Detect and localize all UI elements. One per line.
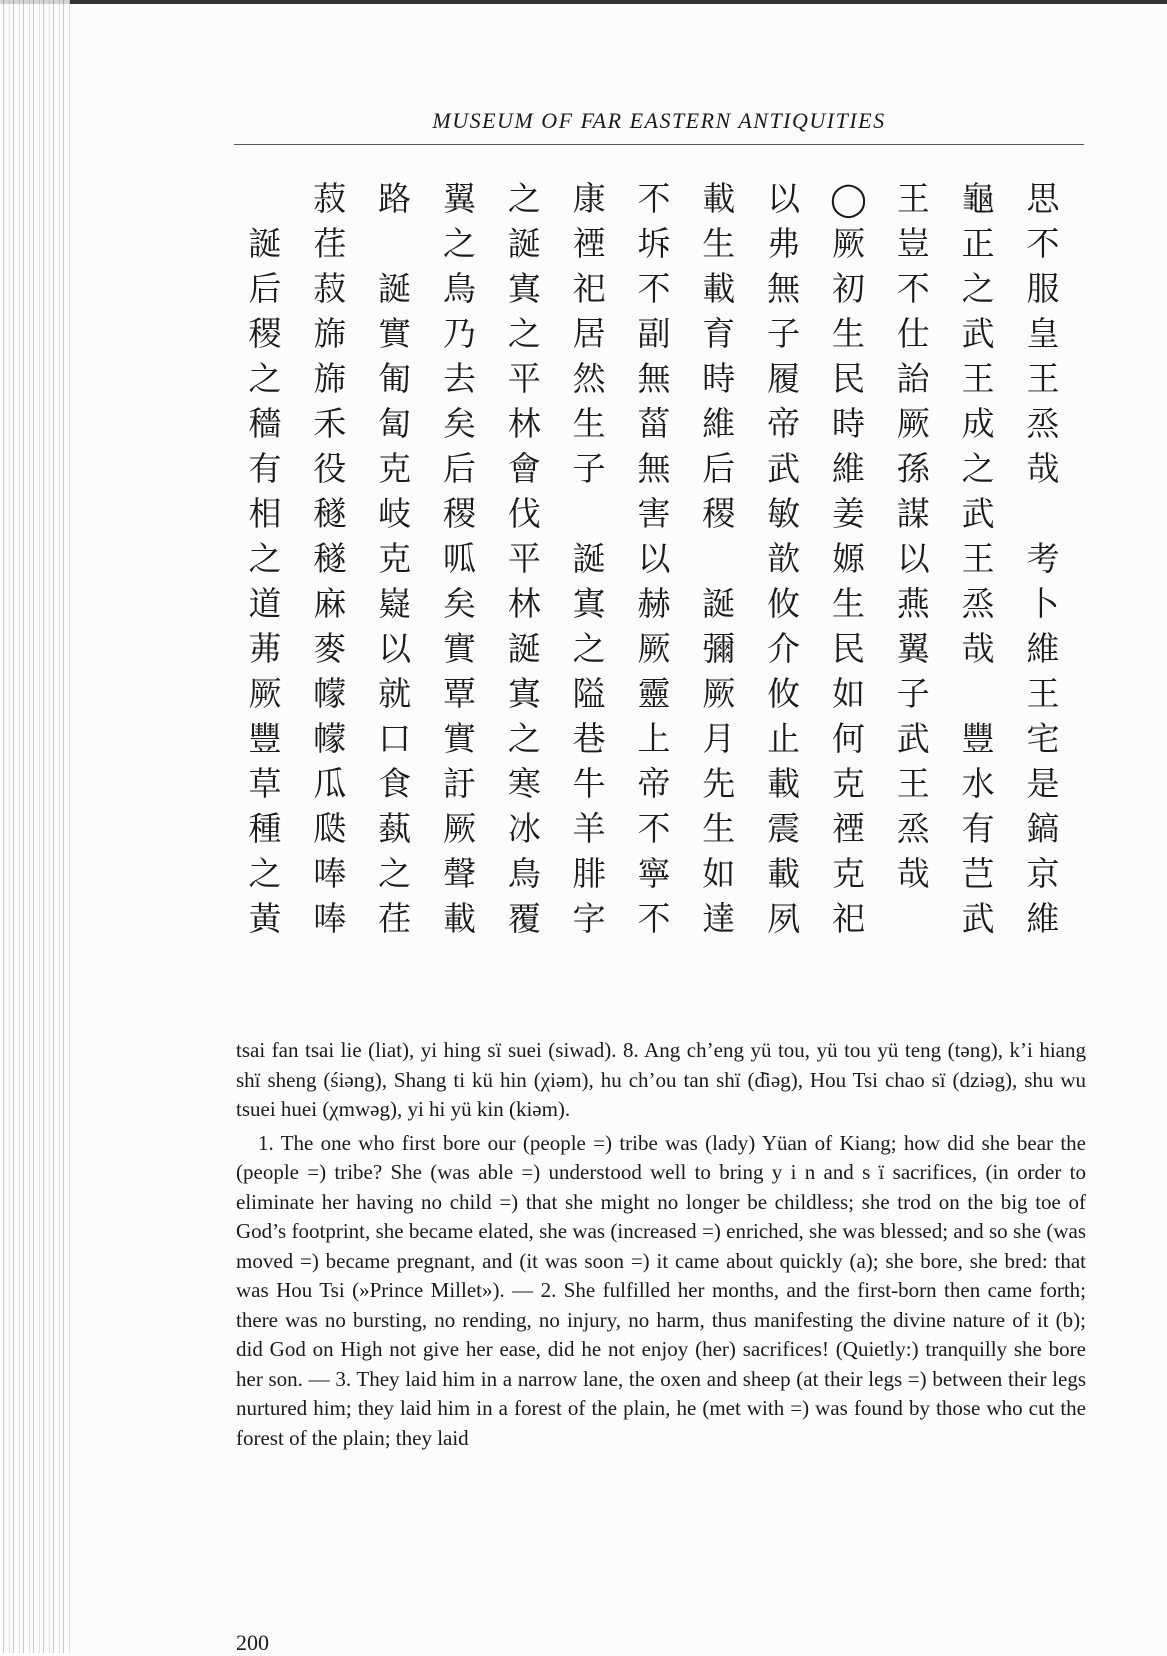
cjk-character: 厥 <box>637 629 671 668</box>
cjk-character: 無 <box>637 449 671 488</box>
cjk-character: 覆 <box>507 899 541 938</box>
cjk-character: 麥 <box>313 629 347 668</box>
cjk-character: 上 <box>637 719 671 758</box>
cjk-character: 如 <box>831 674 865 713</box>
cjk-character: 時 <box>831 404 865 443</box>
cjk-column <box>819 176 877 976</box>
cjk-character: 維 <box>1026 899 1060 938</box>
cjk-character: 烝 <box>1026 404 1060 443</box>
cjk-character: 成 <box>961 404 995 443</box>
cjk-character: 芑 <box>961 854 995 893</box>
cjk-character: 生 <box>831 314 865 353</box>
cjk-character: 不 <box>1026 224 1060 263</box>
cjk-character: 林 <box>507 404 541 443</box>
cjk-character: 之 <box>507 719 541 758</box>
cjk-character: 嶷 <box>378 584 412 623</box>
cjk-column <box>495 176 553 976</box>
cjk-character: 履 <box>767 359 801 398</box>
cjk-character: 子 <box>896 674 930 713</box>
cjk-character: 居 <box>572 314 606 353</box>
cjk-character: 克 <box>831 854 865 893</box>
cjk-character: 攸 <box>767 674 801 713</box>
cjk-character: 姜 <box>831 494 865 533</box>
cjk-character: 帝 <box>637 764 671 803</box>
cjk-character: 水 <box>961 764 995 803</box>
cjk-character: 誕 <box>507 629 541 668</box>
cjk-column <box>625 176 683 976</box>
cjk-character: 王 <box>961 539 995 578</box>
cjk-column <box>236 176 294 976</box>
cjk-character: 烝 <box>961 584 995 623</box>
cjk-character: 穟 <box>313 539 347 578</box>
cjk-character: 達 <box>702 899 736 938</box>
cjk-column <box>366 176 424 976</box>
cjk-character: ◯ <box>829 179 867 218</box>
cjk-character: 靈 <box>637 674 671 713</box>
cjk-character: 稷 <box>248 314 282 353</box>
cjk-character: 王 <box>1026 674 1060 713</box>
cjk-character: 詒 <box>896 359 930 398</box>
cjk-character: 敏 <box>767 494 801 533</box>
cjk-character: 寘 <box>507 269 541 308</box>
cjk-character: 黃 <box>248 899 282 938</box>
cjk-character: 龜 <box>961 179 995 218</box>
cjk-character: 寧 <box>637 854 671 893</box>
cjk-character: 介 <box>767 629 801 668</box>
cjk-character: 時 <box>702 359 736 398</box>
cjk-character: 生 <box>572 404 606 443</box>
cjk-character: 不 <box>637 179 671 218</box>
translation-paragraph: 1. The one who first bore our (people =) tribe was (lady) Yüan of Kiang; how did she bear the (people =) tribe? She (was able =) understood well to bring y i n and s ï sacrifices, (in order to eliminate her having no child =) that she might no longer be childless; she trod on the big toe of God’s footprint, she became elated, she was (increased =) enriched, she was blessed; and so she (was moved =) became pregnant, and (it was soon =) it came about quickly (a); she bore, she bred: that was Hou Tsi (»Prince Millet»). — 2. She fulfilled her months, and the first-born then came forth; there was no bursting, no rending, no injury, no harm, thus manifesting the divine nature of it (b); did God on High not give her ease, did he not enjoy (her) sacrifices! (Quietly:) tranquilly she bore her son. — 3. They laid him in a narrow lane, the oxen and sheep (at their legs =) between their legs nurtured him; they laid him in a forest of the plain, he (met with =) was found by those who cut the forest of the plain; they laid <box>236 1130 1086 1450</box>
cjk-character: 巷 <box>572 719 606 758</box>
cjk-column <box>949 176 1007 976</box>
cjk-character: 后 <box>702 449 736 488</box>
cjk-character: 以 <box>767 179 801 218</box>
cjk-character: 唪 <box>313 899 347 938</box>
cjk-character: 會 <box>507 449 541 488</box>
cjk-character: 然 <box>572 359 606 398</box>
cjk-character: 生 <box>831 584 865 623</box>
cjk-character: 旆 <box>313 314 347 353</box>
cjk-character: 卜 <box>1026 584 1060 623</box>
cjk-character: 載 <box>702 269 736 308</box>
cjk-character: 是 <box>1026 764 1060 803</box>
cjk-character: 瓞 <box>313 809 347 848</box>
cjk-character: 載 <box>442 899 476 938</box>
cjk-character: 不 <box>896 269 930 308</box>
cjk-character: 子 <box>572 449 606 488</box>
cjk-character: 訏 <box>442 764 476 803</box>
cjk-character: 無 <box>637 359 671 398</box>
cjk-character: 京 <box>1026 854 1060 893</box>
cjk-character: 匐 <box>378 404 412 443</box>
chinese-text-block <box>236 176 1072 976</box>
cjk-character: 副 <box>637 314 671 353</box>
cjk-column <box>560 176 618 976</box>
cjk-character: 稷 <box>702 494 736 533</box>
cjk-character: 菽 <box>313 179 347 218</box>
cjk-character: 王 <box>896 764 930 803</box>
cjk-character: 止 <box>767 719 801 758</box>
cjk-character: 冰 <box>507 809 541 848</box>
cjk-character: 燕 <box>896 584 930 623</box>
cjk-character: 誕 <box>378 269 412 308</box>
page-number: 200 <box>236 1630 269 1655</box>
cjk-character: 乃 <box>442 314 476 353</box>
cjk-character: 無 <box>767 269 801 308</box>
cjk-character: 隘 <box>572 674 606 713</box>
cjk-character: 豈 <box>896 224 930 263</box>
cjk-column <box>755 176 813 976</box>
cjk-character: 武 <box>961 314 995 353</box>
cjk-character: 之 <box>378 854 412 893</box>
cjk-character: 之 <box>248 854 282 893</box>
cjk-character: 民 <box>831 629 865 668</box>
cjk-character: 克 <box>378 539 412 578</box>
cjk-character: 穟 <box>313 494 347 533</box>
cjk-character: 烝 <box>896 809 930 848</box>
cjk-column <box>690 176 748 976</box>
cjk-character: 食 <box>378 764 412 803</box>
cjk-character: 載 <box>702 179 736 218</box>
cjk-character: 幪 <box>313 719 347 758</box>
cjk-character: 誕 <box>572 539 606 578</box>
cjk-character: 之 <box>248 359 282 398</box>
cjk-character: 之 <box>442 224 476 263</box>
cjk-character: 去 <box>442 359 476 398</box>
cjk-character: 武 <box>961 899 995 938</box>
cjk-character: 唪 <box>313 854 347 893</box>
cjk-character: 以 <box>378 629 412 668</box>
cjk-character: 實 <box>378 314 412 353</box>
cjk-character: 豐 <box>961 719 995 758</box>
cjk-character: 厥 <box>702 674 736 713</box>
cjk-character: 以 <box>896 539 930 578</box>
cjk-character: 武 <box>767 449 801 488</box>
cjk-character: 維 <box>831 449 865 488</box>
cjk-character: 翼 <box>442 179 476 218</box>
cjk-character: 鳥 <box>507 854 541 893</box>
cjk-character: 哉 <box>896 854 930 893</box>
cjk-character: 王 <box>896 179 930 218</box>
cjk-character: 維 <box>702 404 736 443</box>
cjk-character: 荏 <box>378 899 412 938</box>
cjk-character: 茀 <box>248 629 282 668</box>
cjk-character: 蓺 <box>378 809 412 848</box>
cjk-character: 麻 <box>313 584 347 623</box>
cjk-column <box>884 176 942 976</box>
cjk-character: 之 <box>507 314 541 353</box>
cjk-character: 厥 <box>248 674 282 713</box>
cjk-character: 路 <box>378 179 412 218</box>
cjk-character: 羊 <box>572 809 606 848</box>
cjk-character: 不 <box>637 809 671 848</box>
cjk-character: 害 <box>637 494 671 533</box>
cjk-character: 禋 <box>831 809 865 848</box>
cjk-character: 種 <box>248 809 282 848</box>
cjk-character: 克 <box>378 449 412 488</box>
transliteration-paragraph: tsai fan tsai lie (liat), yi hing sï suei (siwad). 8. Ang ch’eng yü tou, yü tou yü teng (təng), k’i hiang shï sheng (śiəng), Shang ti kü hin (χiəm), hu ch’ou tan shï (d̑iəg), Hou Tsi chao sï (dziəg), shu wu tsuei huei (χmwəg), yi hi yü kin (kiəm). <box>236 1038 1086 1121</box>
cjk-character: 何 <box>831 719 865 758</box>
cjk-character: 武 <box>961 494 995 533</box>
book-spine-shadow <box>0 0 70 1653</box>
cjk-character: 皇 <box>1026 314 1060 353</box>
cjk-character: 載 <box>767 854 801 893</box>
cjk-character: 荏 <box>313 224 347 263</box>
cjk-character: 寘 <box>507 674 541 713</box>
running-header: MUSEUM OF FAR EASTERN ANTIQUITIES <box>432 108 886 133</box>
cjk-character: 坼 <box>637 224 671 263</box>
cjk-character: 牛 <box>572 764 606 803</box>
cjk-character: 不 <box>637 899 671 938</box>
cjk-character: 口 <box>378 719 412 758</box>
cjk-character: 康 <box>572 179 606 218</box>
body-text <box>236 1036 1086 1453</box>
cjk-character: 呱 <box>442 539 476 578</box>
cjk-character: 翼 <box>896 629 930 668</box>
cjk-character: 豐 <box>248 719 282 758</box>
cjk-character: 稷 <box>442 494 476 533</box>
cjk-character: 之 <box>507 179 541 218</box>
cjk-character: 誕 <box>507 224 541 263</box>
header-rule <box>234 144 1084 145</box>
cjk-character: 先 <box>702 764 736 803</box>
cjk-character: 謀 <box>896 494 930 533</box>
cjk-character: 旆 <box>313 359 347 398</box>
cjk-character: 之 <box>961 269 995 308</box>
cjk-character: 子 <box>767 314 801 353</box>
cjk-character: 鎬 <box>1026 809 1060 848</box>
cjk-character: 生 <box>702 809 736 848</box>
cjk-character: 寒 <box>507 764 541 803</box>
cjk-character: 腓 <box>572 854 606 893</box>
cjk-character: 相 <box>248 494 282 533</box>
cjk-column <box>301 176 359 976</box>
cjk-character: 育 <box>702 314 736 353</box>
cjk-character: 攸 <box>767 584 801 623</box>
cjk-character: 仕 <box>896 314 930 353</box>
cjk-character: 服 <box>1026 269 1060 308</box>
cjk-character: 平 <box>507 359 541 398</box>
cjk-character: 誕 <box>248 224 282 263</box>
cjk-character: 聲 <box>442 854 476 893</box>
cjk-character: 歆 <box>767 539 801 578</box>
cjk-character: 瓜 <box>313 764 347 803</box>
cjk-character: 字 <box>572 899 606 938</box>
cjk-character: 民 <box>831 359 865 398</box>
cjk-character: 弗 <box>767 224 801 263</box>
cjk-character: 克 <box>831 764 865 803</box>
cjk-character: 厥 <box>896 404 930 443</box>
cjk-character: 伐 <box>507 494 541 533</box>
cjk-character: 生 <box>702 224 736 263</box>
cjk-character: 幪 <box>313 674 347 713</box>
cjk-character: 誕 <box>702 584 736 623</box>
cjk-character: 震 <box>767 809 801 848</box>
cjk-character: 宅 <box>1026 719 1060 758</box>
cjk-character: 鳥 <box>442 269 476 308</box>
cjk-character: 禾 <box>313 404 347 443</box>
cjk-character: 岐 <box>378 494 412 533</box>
cjk-character: 菽 <box>313 269 347 308</box>
cjk-character: 禋 <box>572 224 606 263</box>
cjk-character: 夙 <box>767 899 801 938</box>
cjk-character: 之 <box>572 629 606 668</box>
cjk-character: 有 <box>961 809 995 848</box>
cjk-character: 覃 <box>442 674 476 713</box>
cjk-character: 菑 <box>637 404 671 443</box>
cjk-character: 實 <box>442 719 476 758</box>
cjk-character: 實 <box>442 629 476 668</box>
cjk-character: 載 <box>767 764 801 803</box>
cjk-character: 有 <box>248 449 282 488</box>
cjk-character: 赫 <box>637 584 671 623</box>
cjk-character: 后 <box>442 449 476 488</box>
cjk-character: 就 <box>378 674 412 713</box>
cjk-character: 穡 <box>248 404 282 443</box>
cjk-character: 月 <box>702 719 736 758</box>
cjk-column <box>1014 176 1072 976</box>
top-edge <box>0 0 1167 4</box>
cjk-character: 道 <box>248 584 282 623</box>
cjk-character: 不 <box>637 269 671 308</box>
cjk-character: 帝 <box>767 404 801 443</box>
cjk-character: 考 <box>1026 539 1060 578</box>
cjk-character: 之 <box>961 449 995 488</box>
cjk-character: 正 <box>961 224 995 263</box>
cjk-character: 厥 <box>442 809 476 848</box>
cjk-character: 匍 <box>378 359 412 398</box>
cjk-character: 哉 <box>1026 449 1060 488</box>
cjk-character: 林 <box>507 584 541 623</box>
cjk-column <box>430 176 488 976</box>
cjk-character: 哉 <box>961 629 995 668</box>
cjk-character: 之 <box>248 539 282 578</box>
cjk-character: 思 <box>1026 179 1060 218</box>
cjk-character: 王 <box>961 359 995 398</box>
cjk-character: 祀 <box>572 269 606 308</box>
cjk-character: 祀 <box>831 899 865 938</box>
cjk-character: 王 <box>1026 359 1060 398</box>
cjk-character: 矣 <box>442 584 476 623</box>
cjk-character: 如 <box>702 854 736 893</box>
cjk-character: 厥 <box>831 224 865 263</box>
cjk-character: 彌 <box>702 629 736 668</box>
cjk-character: 以 <box>637 539 671 578</box>
cjk-character: 初 <box>831 269 865 308</box>
cjk-character: 矣 <box>442 404 476 443</box>
cjk-character: 平 <box>507 539 541 578</box>
cjk-character: 草 <box>248 764 282 803</box>
cjk-character: 維 <box>1026 629 1060 668</box>
cjk-character: 役 <box>313 449 347 488</box>
cjk-character: 寘 <box>572 584 606 623</box>
cjk-character: 嫄 <box>831 539 865 578</box>
cjk-character: 武 <box>896 719 930 758</box>
cjk-character: 后 <box>248 269 282 308</box>
cjk-character: 孫 <box>896 449 930 488</box>
